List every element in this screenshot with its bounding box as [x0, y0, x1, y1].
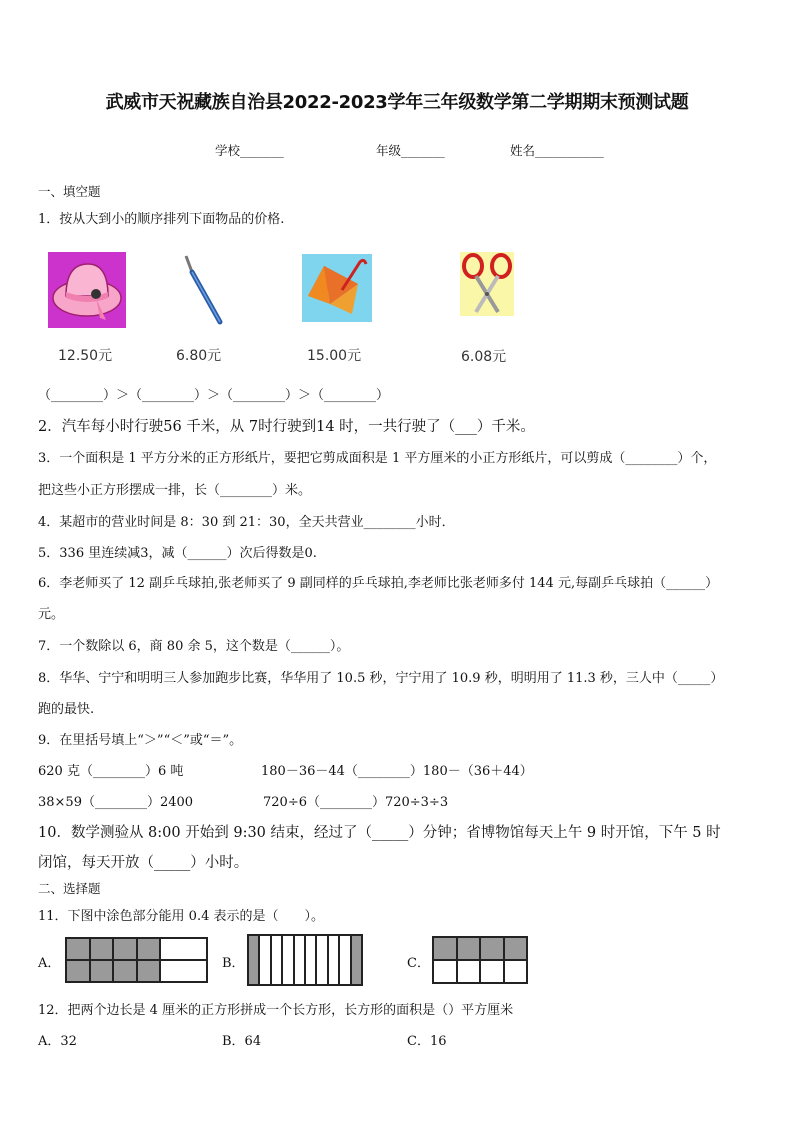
question-10: 10．数学测验从 8:00 开始到 9:30 结束，经过了（_____）分钟；省博物馆每天上午 9 时开馆，下午 5 时: [38, 825, 721, 841]
question-11: 11．下图中涂色部分能用 0.4 表示的是（ ）。: [38, 909, 324, 924]
option-a-label: A．: [38, 956, 61, 971]
question-6: 6．李老师买了 12 副乒乓球拍,张老师买了 9 副同样的乒乓球拍,李老师比张老师多付 144 元,每副乒乓球拍（______）: [38, 576, 719, 591]
question-8-cont: 跑的最快.: [38, 702, 95, 717]
umbrella-icon: [302, 254, 372, 322]
price-pen: 6.80元: [176, 348, 222, 364]
option-b-label: B．: [222, 956, 245, 971]
q9-row1-b: 180－36－44（________）180－（36＋44）: [261, 764, 533, 779]
option-b-figure: [247, 934, 363, 986]
grade-field: 年级_______: [376, 143, 445, 158]
q12-option-a: A．32: [38, 1034, 77, 1049]
question-5: 5．336 里连续减3，减（______）次后得数是0.: [38, 546, 317, 561]
pen-icon: [172, 250, 232, 330]
price-hat: 12.50元: [58, 348, 113, 364]
option-c-figure: [432, 936, 528, 984]
question-8: 8．华华、宁宁和明明三人参加跑步比赛，华华用了 10.5 秒，宁宁用了 10.9 秒，明明用了 11.3 秒，三人中（_____）: [38, 671, 724, 686]
school-field: 学校_______: [215, 143, 284, 158]
q9-row2-b: 720÷6（________）720÷3÷3: [263, 795, 449, 810]
q9-row1-a: 620 克（________）6 吨: [38, 764, 184, 779]
question-3: 3．一个面积是 1 平方分米的正方形纸片，要把它剪成面积是 1 平方厘米的小正方形纸片，可以剪成（________）个，: [38, 451, 717, 466]
question-4: 4．某超市的营业时间是 8：30 到 21：30，全天共营业________小时．: [38, 515, 455, 530]
page-title: 武威市天祝藏族自治县2022-2023学年三年级数学第二学期期末预测试题: [105, 92, 689, 113]
q12-option-b: B．64: [222, 1034, 262, 1049]
question-7: 7．一个数除以 6，商 80 余 5，这个数是（______）。: [38, 639, 350, 654]
option-c-label: C．: [407, 956, 430, 971]
name-field: 姓名___________: [510, 143, 604, 158]
price-scissors: 6.08元: [461, 349, 507, 365]
q12-option-c: C．16: [407, 1034, 447, 1049]
question-9: 9．在里括号填上“＞”“＜”或“＝”。: [38, 733, 243, 748]
hat-icon: [48, 252, 126, 328]
question-6-cont: 元。: [38, 607, 65, 622]
q9-row2-a: 38×59（________）2400: [38, 795, 194, 810]
question-1: 1．按从大到小的顺序排列下面物品的价格.: [38, 212, 285, 227]
section-multiple-choice: 二、选择题: [38, 881, 101, 896]
q1-blanks: （________）＞（________）＞（________）＞（________）: [38, 388, 390, 403]
question-10-cont: 闭馆，每天开放（_____）小时。: [38, 855, 249, 871]
section-fill-blank: 一、填空题: [38, 184, 101, 199]
scissors-icon: [460, 252, 514, 316]
question-3-cont: 把这些小正方形摆成一排，长（________）米。: [38, 483, 312, 498]
question-12: 12．把两个边长是 4 厘米的正方形拼成一个长方形，长方形的面积是（）平方厘米: [38, 1003, 514, 1018]
question-2: 2．汽车每小时行驶56 千米，从 7时行驶到14 时，一共行驶了（___）千米。: [38, 419, 535, 435]
option-a-figure: [65, 937, 208, 983]
price-umbrella: 15.00元: [307, 348, 362, 364]
